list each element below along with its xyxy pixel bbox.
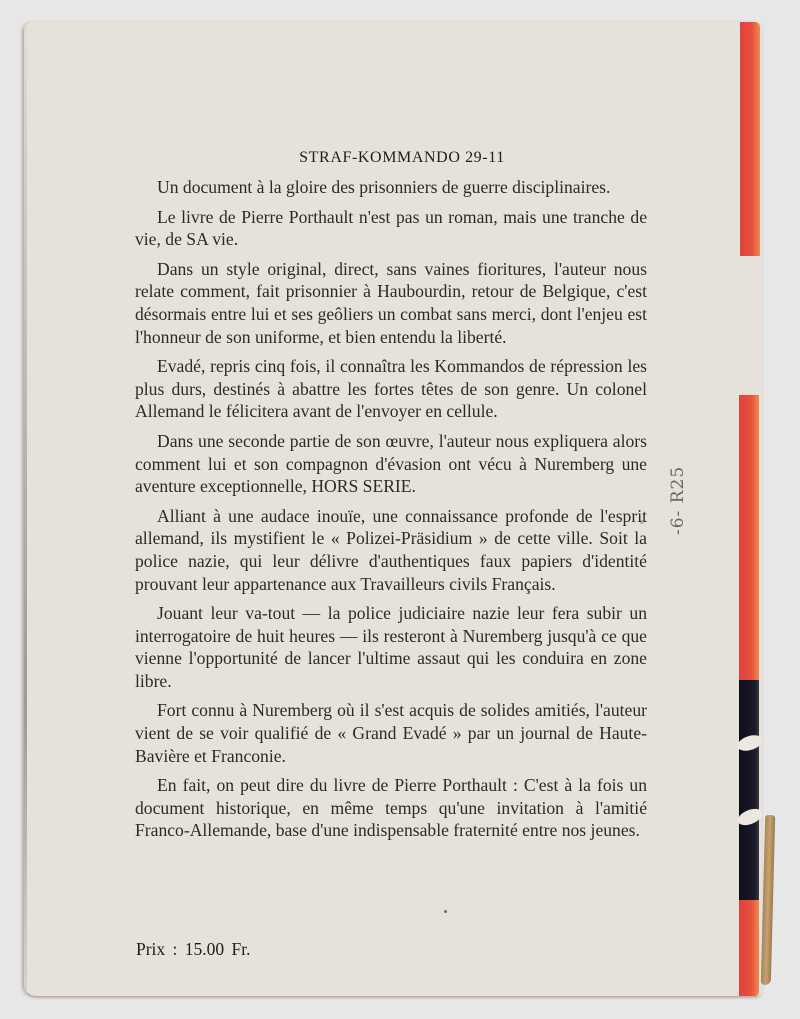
paragraph: Alliant à une audace inouïe, une connaissance profonde de l'esprit allemand, ils mystifient le « Polizei-Präsidium » de cette ville. Soit la police nazie, qui leur délivre d'authentiques faux papiers d'identité prouvant leur appartenance aux Travailleurs civils Français. [135, 505, 647, 594]
spine-stripe-red-middle [739, 395, 759, 680]
spine-stripe-red-bottom [739, 900, 759, 996]
paragraph: Un document à la gloire des prisonniers de guerre disciplinaires. [157, 177, 611, 197]
paragraph: Dans une seconde partie de son œuvre, l'auteur nous expliquera alors comment lui et son compagnon d'évasion ont vécu à Nuremberg une aventure exceptionnelle, HORS SERIE. [135, 430, 647, 497]
paragraph: En fait, on peut dire du livre de Pierre Porthault : C'est à la fois un document historique, en même temps qu'une invitation à l'amitié Franco-Allemande, base d'une indispensable fraternité entre nos jeunes. [135, 775, 647, 841]
paragraph: Fort connu à Nuremberg où il s'est acquis de solides amitiés, l'auteur vient de se voir qualifié de « Grand Evadé » par un journal de Haute-Bavière et Franconie. [135, 700, 647, 766]
pencil-annotation: -6- R25 [668, 465, 688, 535]
binding-string [761, 815, 775, 985]
spine-stripe-black [739, 680, 759, 900]
spine-stripe-red-top [740, 22, 760, 256]
book-title: STRAF-KOMMANDO 29-11 [299, 149, 505, 166]
paper-speck [444, 910, 447, 913]
paragraph: Evadé, repris cinq fois, il connaîtra les Kommandos de répression les plus durs, destinés à abattre les fortes têtes de son genre. Un colonel Allemand le félicitera avant de l'envoyer en cellule. [135, 356, 647, 422]
price-label: Prix : 15.00 Fr. [136, 939, 251, 959]
back-cover-text [135, 147, 647, 849]
paragraph: Jouant leur va-tout — la police judiciaire nazie leur fera subir un interrogatoire de huit heures — ils resteront à Nuremberg jusqu'à ce que vienne l'opportunité de lancer l'ultime assaut qui les conduira en zone libre. [135, 603, 647, 691]
paragraph: Le livre de Pierre Porthault n'est pas un roman, mais une tranche de vie, de SA vie. [135, 206, 647, 250]
paragraph: Dans un style original, direct, sans vaines fioritures, l'auteur nous relate comment, fait prisonnier à Haubourdin, retour de Belgique, c'est désormais entre lui et ses geôliers un combat sans merci, dont l'enjeu est l'honneur de son uniforme, et bien entendu la liberté. [135, 258, 647, 347]
